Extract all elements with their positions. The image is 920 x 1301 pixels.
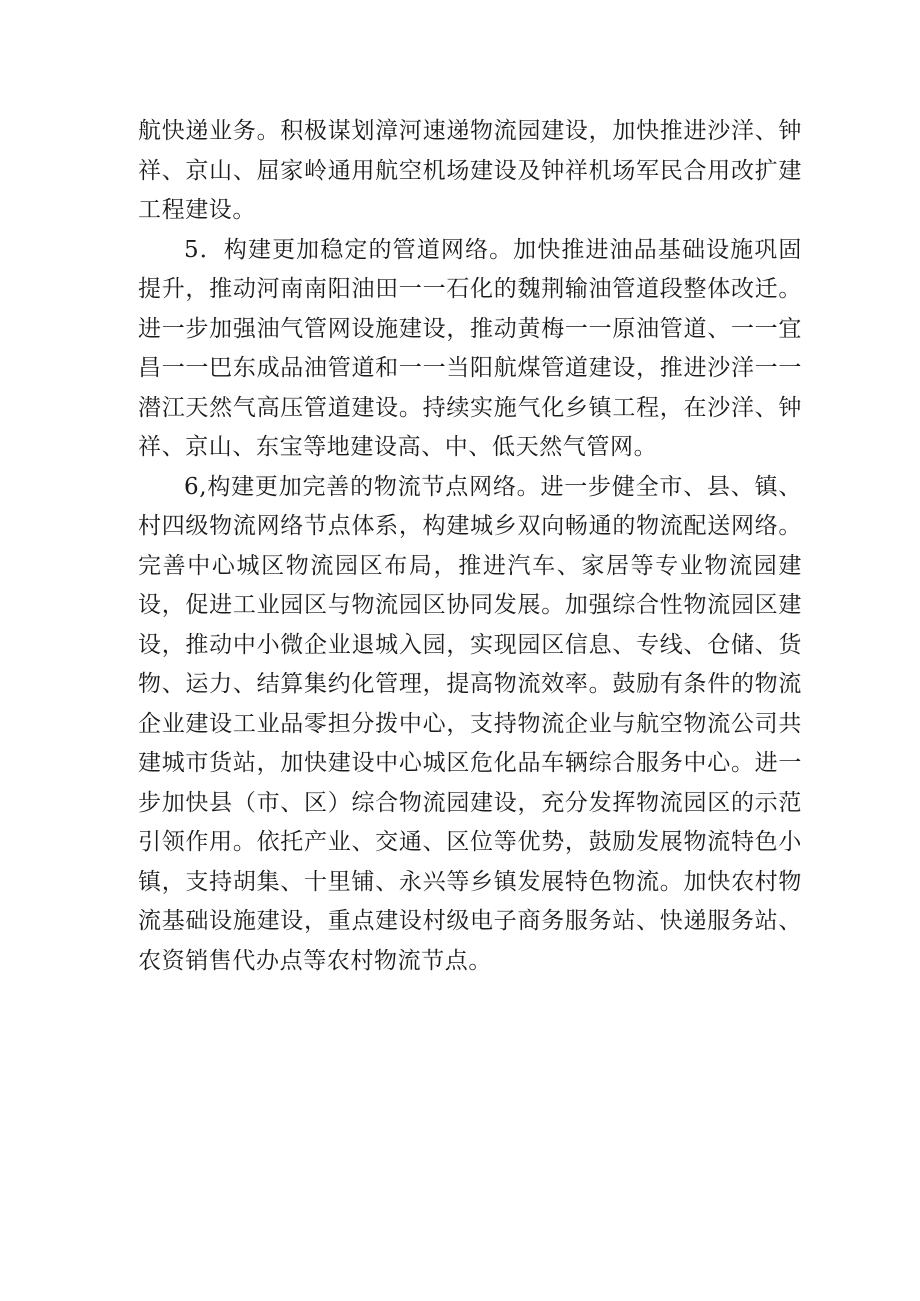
document-body bbox=[138, 112, 802, 981]
paragraph-3: 6,构建更加完善的物流节点网络。进一步健全市、县、镇、村四级物流网络节点体系，构建城乡双向畅通的物流配送网络。完善中心城区物流园区布局，推进汽车、家居等专业物流园建设，促进工业园区与物流园区协同发展。加强综合性物流园区建设，推动中小微企业退城入园，实现园区信息、专线、仓储、货物、运力、结算集约化管理，提高物流效率。鼓励有条件的物流企业建设工业品零担分拨中心，支持物流企业与航空物流公司共建城市货站，加快建设中心城区危化品车辆综合服务中心。进一步加快县（市、区）综合物流园建设，充分发挥物流园区的示范引领作用。依托产业、交通、区位等优势，鼓励发展物流特色小镇，支持胡集、十里铺、永兴等乡镇发展特色物流。加快农村物流基础设施建设，重点建设村级电子商务服务站、快递服务站、农资销售代办点等农村物流节点。 bbox=[138, 473, 802, 974]
paragraph-1: 航快递业务。积极谋划漳河速递物流园建设，加快推进沙洋、钟祥、京山、屈家岭通用航空机场建设及钟祥机场军民合用改扩建工程建设。 bbox=[138, 118, 802, 223]
paragraph-2: 5．构建更加稳定的管道网络。加快推进油品基础设施巩固提升，推动河南南阳油田一一石化的魏荆输油管道段整体改迁。进一步加强油气管网设施建设，推动黄梅一一原油管道、一一宜昌一一巴东成品油管道和一一当阳航煤管道建设，推进沙洋一一潜江天然气高压管道建设。持续实施气化乡镇工程，在沙洋、钟祥、京山、东宝等地建设高、中、低天然气管网。 bbox=[138, 236, 802, 460]
